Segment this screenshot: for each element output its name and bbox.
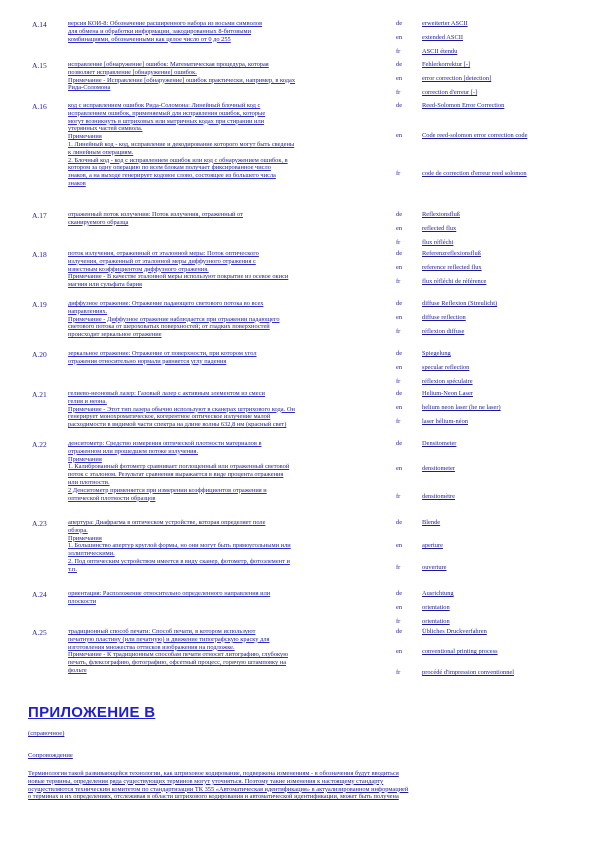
entry-number: А.15 — [32, 61, 47, 70]
appendix-title: ПРИЛОЖЕНИЕ В — [28, 704, 156, 721]
term-equivalent: reference reflected flux — [422, 264, 482, 271]
language-code: en — [396, 404, 403, 411]
term-equivalent: Übliches Druckverfahren — [422, 628, 487, 635]
entry-definition — [68, 61, 384, 92]
language-code: en — [396, 264, 403, 271]
entry-definition — [68, 250, 384, 289]
term-equivalent: conventional printing process — [422, 648, 498, 655]
term-equivalent: helium neon laser (he ne laser) — [422, 404, 501, 411]
language-code: de — [396, 300, 403, 307]
entry-definition — [68, 102, 384, 188]
definition-line: версия КОИ-8: Обозначение расширенного набора из восьми символов — [68, 20, 263, 27]
entry-definition — [68, 300, 384, 339]
definition-line: гелиево-неоновый лазер: Газовый лазер с активным элементом из смеси — [68, 390, 265, 397]
definition-line: фольге — [68, 666, 87, 674]
term-equivalent: Ausrichtung — [422, 590, 454, 597]
definition-line: генерирует монохроматическое, когерентное оптическое излучение малой — [68, 413, 271, 421]
definition-line: Примечание - Исправление [обнаружение] ошибок практически, например, в кодах — [68, 76, 296, 84]
term-equivalent: Fehlerkorrektur [-] — [422, 61, 471, 68]
definition-line: исправление [обнаружение] ошибок: Математическая процедура, которая — [68, 61, 269, 68]
entry-number: А.17 — [32, 211, 47, 220]
entry-number: А.19 — [32, 300, 47, 309]
entry-number: А.20 — [32, 350, 47, 359]
paragraph-line: Терминология такой развивающейся технологии, как штриховое кодирование, подвержена изменениям - в обозначения будут вводиться — [28, 770, 399, 777]
language-code: fr — [396, 48, 401, 55]
definition-line: Рида-Соломона — [68, 84, 111, 92]
language-code: fr — [396, 328, 401, 335]
language-code: de — [396, 20, 403, 27]
definition-line: исправлением ошибок, применяемый для исправления ошибок, которые — [68, 109, 266, 117]
language-code: fr — [396, 239, 401, 246]
definition-line: 1. Большинство апертур круглой формы, но они могут быть прямоугольными или — [68, 542, 291, 550]
appendix-heading: Сопровождение — [28, 752, 73, 759]
language-code: de — [396, 519, 403, 526]
definition-line: магния или сульфата бария — [68, 281, 142, 289]
term-equivalent: procédé d'impression conventionnel — [422, 669, 515, 676]
entry-number: А.25 — [32, 628, 47, 637]
entry-number: А.14 — [32, 20, 47, 29]
entry-definition — [68, 628, 384, 675]
language-code: fr — [396, 564, 401, 571]
definition-line: Примечание - Диффузное отражение наблюдается при отражении падающего — [68, 315, 280, 323]
language-code: de — [396, 350, 403, 357]
language-code: de — [396, 628, 403, 635]
definition-line: апертура: Диафрагма в оптическом устройстве, которая определяет поле — [68, 519, 266, 526]
term-equivalent: laser hélium-néon — [422, 418, 468, 425]
definition-line: комбинациями, обозначенными как целое число от 0 до 255 — [68, 35, 231, 43]
definition-line: утерянных частей символа. — [68, 125, 143, 133]
definition-line: знаков — [68, 179, 86, 187]
term-equivalent: aperture — [422, 542, 443, 549]
term-equivalent: réflexion spéculaire — [422, 378, 473, 385]
definition-line: печатную пластину (или печатную) и движение типографскую краску для — [68, 635, 270, 643]
definition-line: эллиптическими. — [68, 550, 115, 558]
language-code: en — [396, 132, 403, 139]
term-equivalent: Densitometer — [422, 440, 457, 447]
term-equivalent: ouverture — [422, 564, 447, 571]
term-equivalent: diffuse reflection — [422, 314, 466, 321]
definition-line: расходимости в видимой части спектра на длине волны 632,8 нм (красный свет) — [68, 421, 287, 429]
entry-definition — [68, 590, 384, 606]
term-equivalent: flux réfléchi — [422, 239, 454, 246]
term-equivalent: réflexion diffuse — [422, 328, 465, 335]
term-equivalent: extended ASCII — [422, 34, 463, 41]
definition-line: 2 Денситометр применяется при измерении коэффициентов отражения и — [68, 486, 267, 494]
definition-line: ориентация: Расположение относительно определенного направления или — [68, 590, 271, 597]
definition-line: гелия и неона. — [68, 397, 107, 405]
definition-line: диффузное отражение: Отражение падающего светового потока во всех — [68, 300, 264, 307]
definition-line: Примечание - К традиционным способам печати относят литографию, глубокую — [68, 651, 288, 659]
language-code: en — [396, 604, 403, 611]
definition-line: сканируемого образца — [68, 218, 129, 226]
term-equivalent: orientation — [422, 618, 450, 625]
language-code: en — [396, 314, 403, 321]
term-equivalent: erweiterter ASCII — [422, 20, 468, 27]
definition-line: для обмена и обработки информации, закодированных 8-битовыми — [68, 27, 252, 35]
entry-number: А.21 — [32, 390, 47, 399]
term-equivalent: reflected flux — [422, 225, 457, 232]
language-code: fr — [396, 618, 401, 625]
entry-definition — [68, 440, 384, 502]
definition-line: знаков, а на выходе генерирует кодовое слово, состоящее из большего числа — [68, 172, 276, 180]
definition-line: изготовления множества оттисков изображения на подложке. — [68, 643, 235, 651]
entry-number: А.16 — [32, 102, 47, 111]
definition-line: происходит зеркальное отражение — [68, 331, 162, 339]
entry-definition — [68, 350, 384, 366]
term-equivalent: flux réfléchi de référence — [422, 278, 487, 285]
language-code: de — [396, 440, 403, 447]
term-equivalent: ASCII étendu — [422, 48, 458, 55]
language-code: fr — [396, 669, 401, 676]
language-code: fr — [396, 170, 401, 177]
definition-line: код с исправлением ошибок Рида-Соломона: Линейный блочный код с — [68, 102, 261, 109]
paragraph-line: осуществляются техническим комитетом по стандартизации ТК 355 «Автоматическая идентификация» в актуализированном информацией — [28, 785, 409, 793]
term-equivalent: Spiegelung — [422, 350, 451, 357]
definition-line: поток излучения, отраженный от эталонной меры: Поток оптического — [68, 250, 259, 257]
definition-line: 2. Блочный код - код с исправлением ошибок или код с обнаружением ошибок, в — [68, 156, 288, 164]
language-code: fr — [396, 378, 401, 385]
term-equivalent: densitometer — [422, 465, 456, 472]
language-code: fr — [396, 493, 401, 500]
paragraph-line: новые термины, определения ряда существующих терминов могут уточняться. Поэтому такие изменения к настоящему стандарту — [28, 777, 384, 785]
language-code: fr — [396, 418, 401, 425]
language-code: en — [396, 465, 403, 472]
language-code: fr — [396, 278, 401, 285]
definition-line: котором за одну операцию по всем блокам получает фиксированное число — [68, 164, 271, 172]
definition-line: отраженном или прошедшем потоке излучения. — [68, 447, 199, 455]
definition-line: светового потока от шероховатых поверхностей; от гладких поверхностей — [68, 323, 270, 331]
language-code: de — [396, 61, 403, 68]
definition-line: печать, флексографию, фотографию, офсетный процесс, горячую штамповку на — [68, 659, 287, 667]
definition-line: могут возникнуть в штриховых или матричных кодах при стирании или — [68, 117, 265, 125]
definition-line: 1. Калиброванный фотометр сравнивает поглощенный или отраженный световой — [68, 463, 290, 471]
language-code: en — [396, 542, 403, 549]
definition-line: Примечание - Этот тип лазера обычно используют в сканерах штрихового кода. Он — [68, 405, 295, 413]
definition-line: излучения, отраженный от эталонной меры диффузного отражения с — [68, 257, 256, 265]
definition-line: Примечания — [68, 133, 102, 141]
term-equivalent: specular reflection — [422, 364, 470, 371]
entry-number: А.23 — [32, 519, 47, 528]
appendix-subtitle: (справочное) — [28, 730, 65, 737]
definition-line: 2. Под оптическим устройством имеется в виду сканер, фотометр, фотоэлемент и — [68, 557, 290, 565]
term-equivalent: Reflexionsfluß — [422, 211, 460, 218]
term-equivalent: densitomètre — [422, 493, 456, 500]
entry-number: А.22 — [32, 440, 47, 449]
language-code: en — [396, 225, 403, 232]
language-code: de — [396, 390, 403, 397]
term-equivalent: diffuse Reflexion (Streulicht) — [422, 300, 498, 307]
definition-line: Примечания — [68, 534, 102, 542]
definition-line: отражения относительно нормали равняется углу падения — [68, 357, 227, 365]
term-equivalent: orientation — [422, 604, 450, 611]
definition-line: поток с эталоном. Результат сравнения выражается в виде процента отражения — [68, 471, 284, 479]
definition-line: направлениях. — [68, 307, 108, 315]
definition-line: 1. Линейный код - код, исправление и декодирование которого могут быть сведены — [68, 140, 295, 148]
term-equivalent: Referenzreflexionsfluß — [422, 250, 481, 257]
definition-line: Примечание - В качестве эталонной меры используют покрытие из осевое окиси — [68, 273, 289, 281]
definition-line: т.п. — [68, 565, 77, 573]
definition-line: обзора. — [68, 526, 88, 534]
entry-definition — [68, 390, 384, 429]
appendix-paragraph — [28, 770, 574, 801]
term-equivalent: code de correction d'erreur reed solomon — [422, 170, 527, 177]
term-equivalent: Code reed-solomon error correction code — [422, 132, 528, 139]
language-code: en — [396, 648, 403, 655]
language-code: en — [396, 75, 403, 82]
entry-definition — [68, 20, 384, 43]
entry-number: А.24 — [32, 590, 47, 599]
entry-number: А.18 — [32, 250, 47, 259]
language-code: fr — [396, 89, 401, 96]
definition-line: позволяет исправление [обнаружение] ошибок. — [68, 68, 197, 76]
entry-definition — [68, 519, 384, 574]
language-code: en — [396, 34, 403, 41]
definition-line: к линейным операциям. — [68, 148, 134, 156]
definition-line: зеркальное отражение: Отражение от поверхности, при котором угол — [68, 350, 257, 357]
term-equivalent: Reed-Solomon Error Correction — [422, 102, 505, 109]
term-equivalent: Blende — [422, 519, 441, 526]
definition-line: денситометр: Средство измерения оптической плотности материалов в — [68, 440, 262, 447]
language-code: de — [396, 102, 403, 109]
language-code: de — [396, 211, 403, 218]
term-equivalent: error correction [detection] — [422, 75, 492, 82]
language-code: de — [396, 590, 403, 597]
definition-line: оптической плотности образцов — [68, 494, 156, 502]
term-equivalent: correction d'erreur [-] — [422, 89, 478, 96]
language-code: en — [396, 364, 403, 371]
definition-line: традиционный способ печати: Способ печати, в котором используют — [68, 628, 256, 635]
definition-line: отраженный поток излучения: Поток излучения, отраженный от — [68, 211, 243, 218]
definition-line: известным коэффициентом диффузного отражения. — [68, 265, 209, 273]
definition-line: или плотности. — [68, 478, 110, 486]
paragraph-line: о терминах и их определениях, отслеживая в области штрихового кодирования и автоматической идентификации, может быть получена — [28, 793, 399, 801]
language-code: de — [396, 250, 403, 257]
definition-line: Примечания — [68, 455, 102, 463]
definition-line: плоскости — [68, 597, 96, 605]
entry-definition — [68, 211, 384, 227]
term-equivalent: Helium-Neon Laser — [422, 390, 473, 397]
